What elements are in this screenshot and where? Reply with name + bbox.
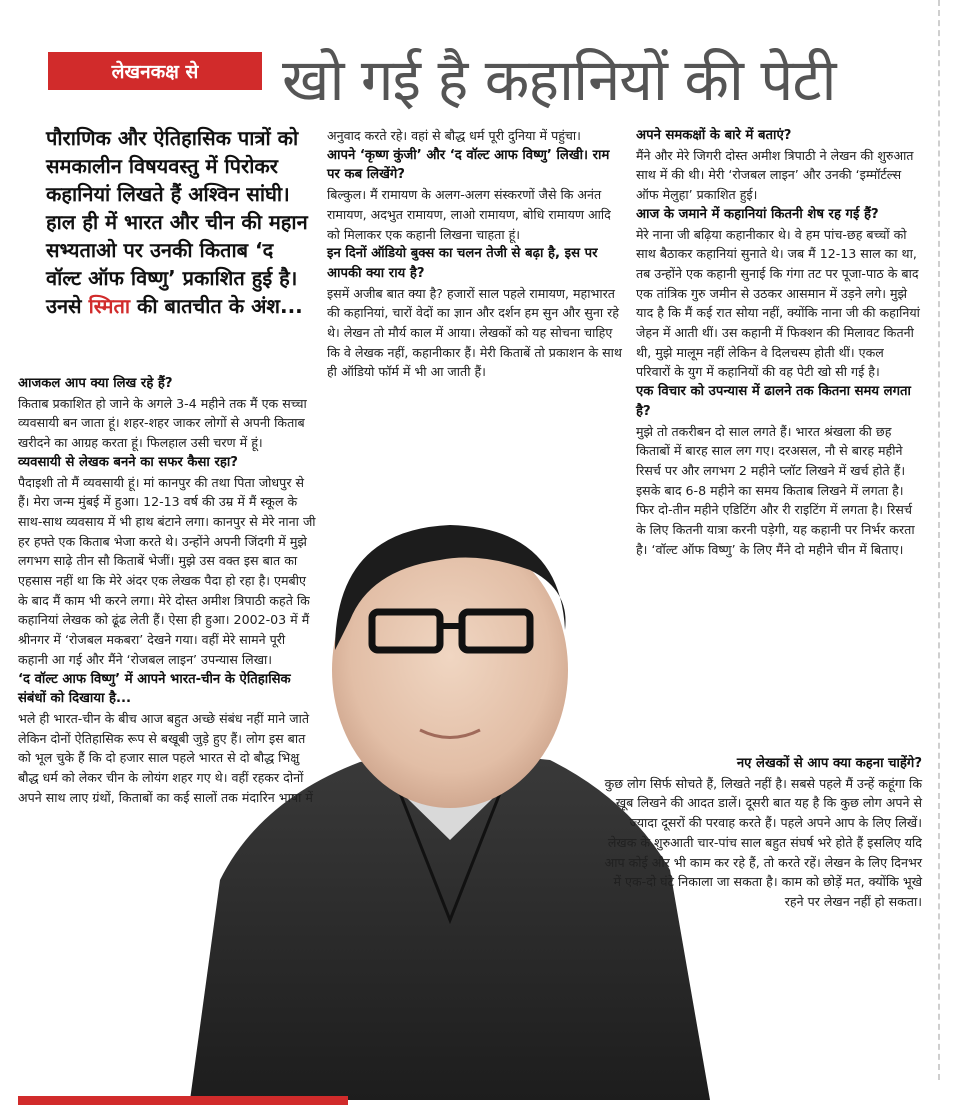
answer-7: मेरे नाना जी बढ़िया कहानीकार थे। वे हम पांच-छह बच्चों को साथ बैठाकर कहानियां सुनाते थे। जब मैं 12-13 साल का था, तब उन्होंने एक कहानी सुनाई कि गंगा तट पर पूजा-पाठ के बाद एक तांत्रिक गुरु जमीन से उठकर आसमान में उड़ने लगे। मुझे याद है कि मैं कई रात सोया नहीं, क्योंकि नाना जी की कहानियां जेहन में आती थीं। उस कहानी में फिक्शन की मिलावट कितनी थी, मुझे मालूम नहीं लेकिन वे दिलचस्प होती थीं। एकल परिवारों के युग में कहानियों की वह पेटी खो सी गई है। — [636, 226, 920, 380]
intro-standfirst — [46, 124, 314, 320]
intro-text: पौराणिक और ऐतिहासिक पात्रों को समकालीन विषयवस्तु में पिरोकर कहानियां लिखते हैं अश्विन सांघी। हाल ही में भारत और चीन की महान सभ्यताओ पर उनकी किताब ‘द वॉल्ट ऑफ विष्णु’ प्रकाशित हुई है। उनसे — [46, 126, 308, 318]
column-2 — [327, 126, 623, 382]
interviewer-name: स्मिता — [88, 294, 131, 318]
question-1: आजकल आप क्या लिख रहे हैं? — [18, 376, 173, 391]
column-3 — [636, 126, 922, 559]
question-5: इन दिनों ऑडियो बुक्स का चलन तेजी से बढ़ा है, इस पर आपकी क्या राय है? — [327, 246, 598, 281]
bottom-accent-bar — [18, 1096, 348, 1105]
column-1 — [18, 374, 316, 807]
answer-9: कुछ लोग सिर्फ सोचते हैं, लिखते नहीं है। सबसे पहले मैं उन्हें कहूंगा कि खूब लिखने की आदत डालें। दूसरी बात यह है कि कुछ लोग अपने से ज्यादा दूसरों की परवाह करते हैं। पहले अपने आप के लिए लिखें। लेखक के शुरुआती चार-पांच साल बहुत संघर्ष भरे होते हैं इसलिए यदि आप कोई और भी काम कर रहे हैं, तो करते रहें। लेखन के लिए दिनभर में एक-दो घंटे निकाला जा सकता है। काम को छोड़ें मत, क्योंकि भूखे रहने पर लेखन नहीं हो सकता। — [604, 775, 922, 909]
question-7: आज के जमाने में कहानियां कितनी शेष रह गई हैं? — [636, 206, 879, 222]
intro-tail: की बातचीत के अंश... — [137, 294, 303, 318]
answer-1: किताब प्रकाशित हो जाने के अगले 3-4 महीने तक मैं एक सच्चा व्यवसायी बन जाता हूं। शहर-शहर जाकर लोगों से अपनी किताब खरीदने का आग्रह करता हूं। फिलहाल उसी चरण में हूं। — [18, 395, 307, 451]
question-4: आपने ‘कृष्ण कुंजी’ और ‘द वॉल्ट आफ विष्णु’ लिखी। राम पर कब लिखेंगे? — [327, 147, 610, 183]
question-8: एक विचार को उपन्यास में ढालने तक कितना समय लगता है? — [636, 384, 911, 419]
section-label: लेखनकक्ष से — [48, 52, 262, 90]
answer-8: मुझे तो तकरीबन दो साल लगते हैं। भारत श्रंखला की छह किताबों में बारह साल लग गए। दरअसल, नौ से बारह महीने रिसर्च पर और लगभग 2 महीने प्लॉट लिखने में खर्च होते हैं। इसके बाद 6-8 महीने का समय किताब लिखने में लगता है। फिर दो-तीन महीने एडिटिंग और री राइटिंग में लगता है। रिसर्च के लिए कितनी यात्रा करनी पड़ेगी, यह कहानी पर निर्भर करता है। ‘वॉल्ट ऑफ विष्णु’ के लिए मैंने दो महीने चीन में बिताए। — [636, 423, 915, 557]
answer-5: इसमें अजीब बात क्या है? हजारों साल पहले रामायण, महाभारत की कहानियां, चारों वेदों का ज्ञान और दर्शन हम सुन और सुना रहे थे। लेखन तो मौर्य काल में आया। लेखकों को यह सोचना चाहिए कि वे लेखक नहीं, कहानीकार हैं। मेरी किताबें तो प्रकाशन के साथ ही ऑडियो फॉर्म में भी आ जाती हैं। — [327, 285, 622, 380]
answer-2: पैदाइशी तो मैं व्यवसायी हूं। मां कानपुर की तथा पिता जोधपुर से हैं। मेरा जन्म मुंबई में हुआ। 12-13 वर्ष की उम्र में मैं स्कूल के साथ-साथ व्यवसाय में भी हाथ बंटाने लगा। कानपुर से मेरे नाना जी हर हफ्ते एक किताब भेजा करते थे। उन्होंने अपनी जिंदगी में मुझे लगभग साढ़े तीन सौ किताबें भेजीं। मुझे उस वक्त इस बात का एहसास नहीं था कि मेरे अंदर एक लेखक पैदा हो रहा है। एमबीए के बाद मैं काम भी करने लगा। मेरे दोस्त अमीश त्रिपाठी कहते कि कहानियां लेखक को ढूंढ लेती हैं। ऐसा ही हुआ। 2002-03 में मैं श्रीनगर में ‘रोजबल मकबरा’ देखने गया। वहीं मेरे सामने पूरी कहानी आ गई और मैंने ‘रोजबल लाइन’ उपन्यास लिखा। — [18, 474, 316, 667]
column-3-lower — [602, 754, 922, 912]
headline: खो गई है कहानियों की पेटी — [282, 46, 836, 114]
answer-3: भले ही भारत-चीन के बीच आज बहुत अच्छे संबंध नहीं माने जाते लेकिन दोनों ऐतिहासिक रूप से बखूबी जुड़े हुए हैं। लोग इस बात को भूल चुके हैं कि दो हजार साल पहले भारत से दो बौद्ध भिक्षु बौद्ध धर्म को लेकर चीन के लोयंग शहर गए थे। वहीं रहकर दोनों अपने साथ लाए ग्रंथों, किताबों का कई सालों तक मंदारिन भाषा में — [18, 710, 313, 805]
question-2: व्यवसायी से लेखक बनने का सफर कैसा रहा? — [18, 454, 238, 470]
question-6: अपने समकक्षों के बारे में बताएं? — [636, 128, 792, 143]
answer-4: बिल्कुल। मैं रामायण के अलग-अलग संस्करणों जैसे कि अनंत रामायण, अदभुत रामायण, लाओ रामायण, बोधि रामायण आदि को मिलाकर एक कहानी लिखना चाहता हूं। — [327, 187, 611, 242]
question-3: ‘द वॉल्ट आफ विष्णु’ में आपने भारत-चीन के ऐतिहासिक संबंधों को दिखाया है... — [18, 671, 291, 707]
answer-6: मैंने और मेरे जिगरी दोस्त अमीश त्रिपाठी ने लेखन की शुरुआत साथ में की थी। मेरी ‘रोजबल लाइन’ और उनकी ‘इम्मॉर्टल्स ऑफ मेलुहा’ प्रकाशित हुई। — [636, 147, 914, 203]
question-9: नए लेखकों से आप क्या कहना चाहेंगे? — [736, 756, 922, 771]
page-edge-fold — [938, 0, 948, 1080]
answer-3-continued: अनुवाद करते रहे। वहां से बौद्ध धर्म पूरी दुनिया में पहुंचा। — [327, 128, 581, 143]
